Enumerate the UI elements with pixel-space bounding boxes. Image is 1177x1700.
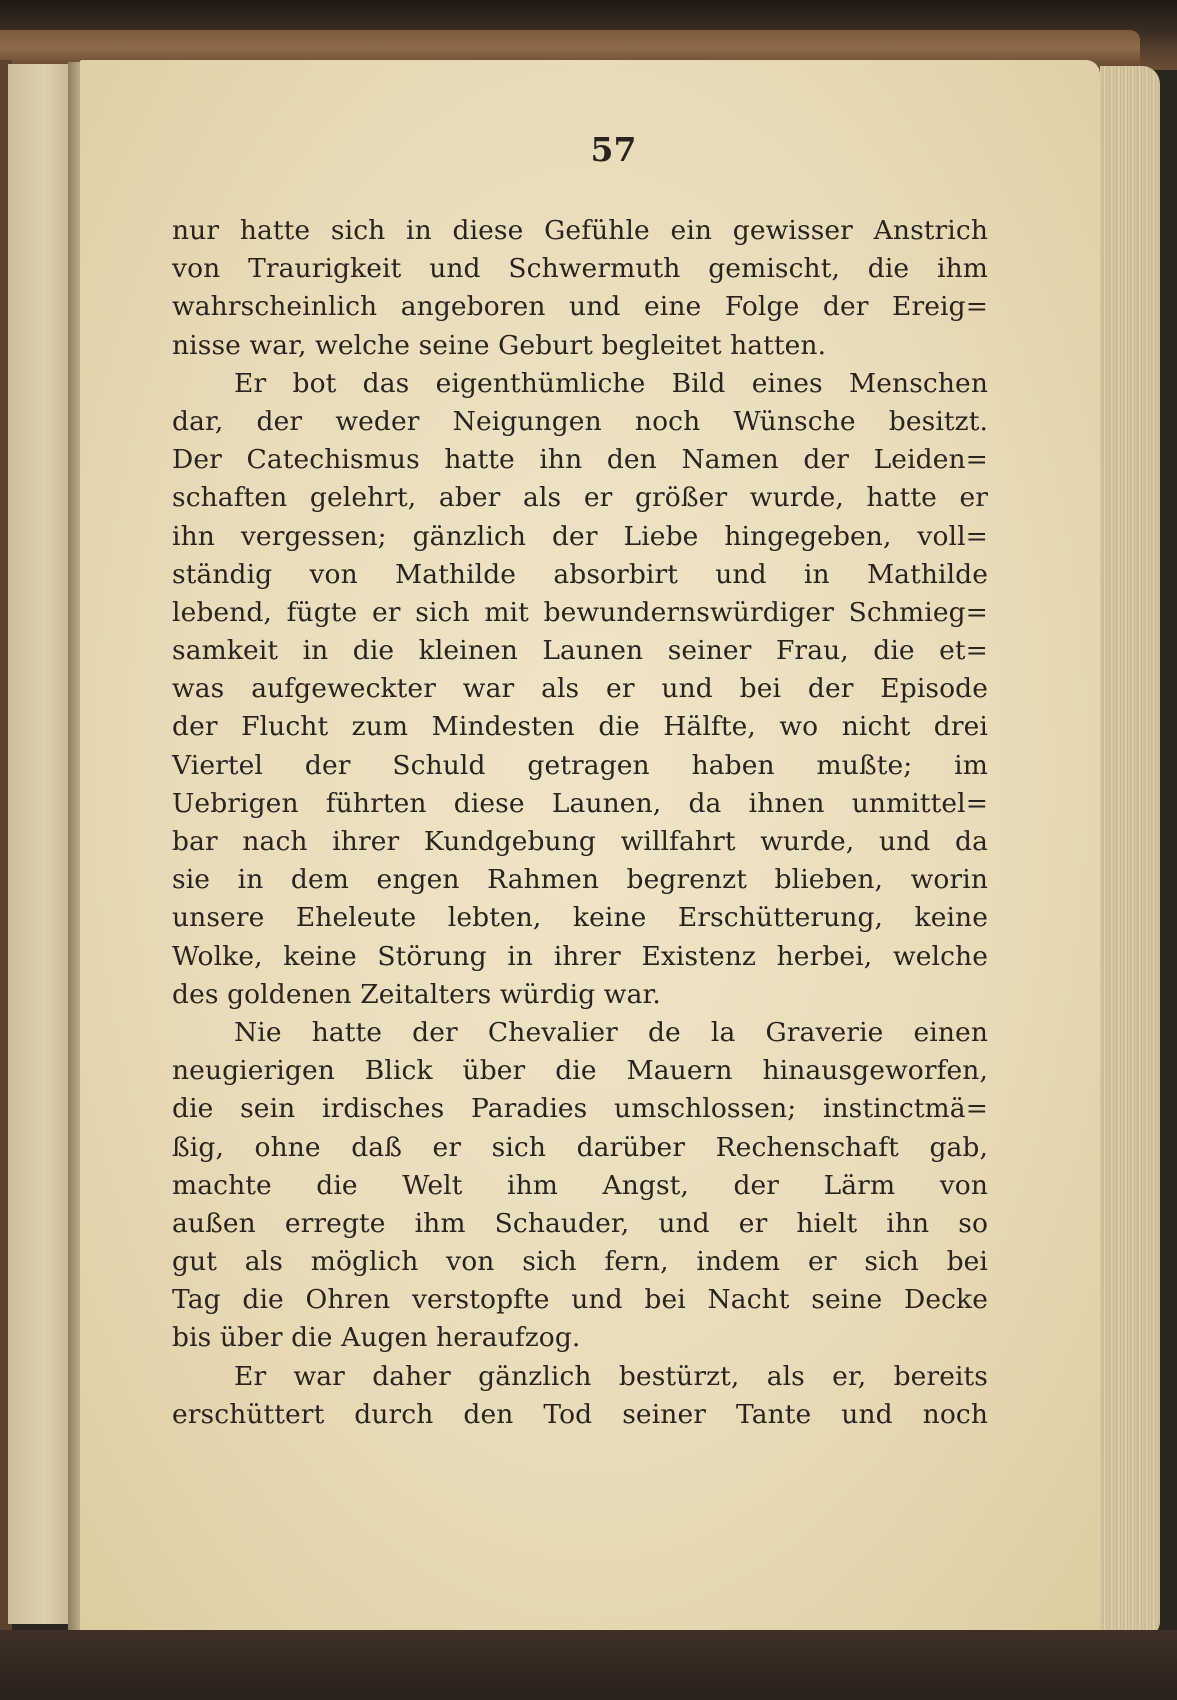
- body-text: [172, 212, 988, 1434]
- text-line: außen erregte ihm Schauder, und er hielt ihn so: [172, 1207, 988, 1239]
- bottom-shadow: [0, 1630, 1177, 1700]
- text-line: bis über die Augen heraufzog.: [172, 1322, 581, 1354]
- text-line: ständig von Mathilde absorbirt und in Mathilde: [172, 558, 988, 590]
- page-number: 57: [590, 130, 637, 169]
- text-line: neugierigen Blick über die Mauern hinausgeworfen,: [172, 1055, 988, 1087]
- text-line: ihn vergessen; gänzlich der Liebe hingegeben, voll=: [172, 520, 988, 552]
- page-stack-edges: [1100, 66, 1160, 1636]
- text-line: lebend, fügte er sich mit bewundernswürdiger Schmieg=: [172, 596, 988, 628]
- text-line: Wolke, keine Störung in ihrer Existenz herbei, welche: [172, 940, 988, 972]
- text-line: nur hatte sich in diese Gefühle ein gewisser Anstrich: [172, 215, 988, 246]
- text-line: die sein irdisches Paradies umschlossen; instinctmä=: [172, 1093, 988, 1125]
- text-line: was aufgeweckter war als er und bei der Episode: [172, 673, 988, 705]
- text-line: machte die Welt ihm Angst, der Lärm von: [172, 1169, 988, 1201]
- text-line: wahrscheinlich angeboren und eine Folge der Ereig=: [172, 291, 988, 323]
- text-line: sie in dem engen Rahmen begrenzt blieben, worin: [172, 864, 988, 896]
- text-line: Nie hatte der Chevalier de la Graverie einen: [234, 1016, 988, 1048]
- left-page-edge: [8, 64, 72, 1624]
- text-line: Er war daher gänzlich bestürzt, als er, bereits: [234, 1360, 988, 1392]
- text-line: gut als möglich von sich fern, indem er sich bei: [172, 1246, 988, 1278]
- text-line: erschüttert durch den Tod seiner Tante und noch: [172, 1398, 988, 1430]
- text-line: bar nach ihrer Kundgebung willfahrt wurde, und da: [172, 826, 988, 857]
- text-line: unsere Eheleute lebten, keine Erschütterung, keine: [172, 902, 988, 934]
- text-line: ßig, ohne daß er sich darüber Rechenschaft gab,: [172, 1131, 988, 1163]
- text-line: Viertel der Schuld getragen haben mußte; im: [172, 749, 988, 781]
- text-line: Der Catechismus hatte ihn den Namen der Leiden=: [172, 444, 988, 476]
- text-line: nisse war, welche seine Geburt begleitet hatten.: [172, 329, 827, 361]
- text-line: Tag die Ohren verstopfte und bei Nacht seine Decke: [172, 1284, 988, 1316]
- text-line: von Traurigkeit und Schwermuth gemischt, die ihm: [172, 253, 988, 285]
- text-line: schaften gelehrt, aber als er größer wurde, hatte er: [172, 482, 988, 514]
- text-line: Er bot das eigenthümliche Bild eines Menschen: [234, 367, 988, 399]
- text-line: Uebrigen führten diese Launen, da ihnen unmittel=: [172, 787, 988, 819]
- text-line: dar, der weder Neigungen noch Wünsche besitzt.: [172, 405, 988, 437]
- text-line: samkeit in die kleinen Launen seiner Frau, die et=: [172, 635, 988, 667]
- text-line: des goldenen Zeitalters würdig war.: [172, 978, 661, 1010]
- text-line: der Flucht zum Mindesten die Hälfte, wo nicht drei: [172, 711, 988, 743]
